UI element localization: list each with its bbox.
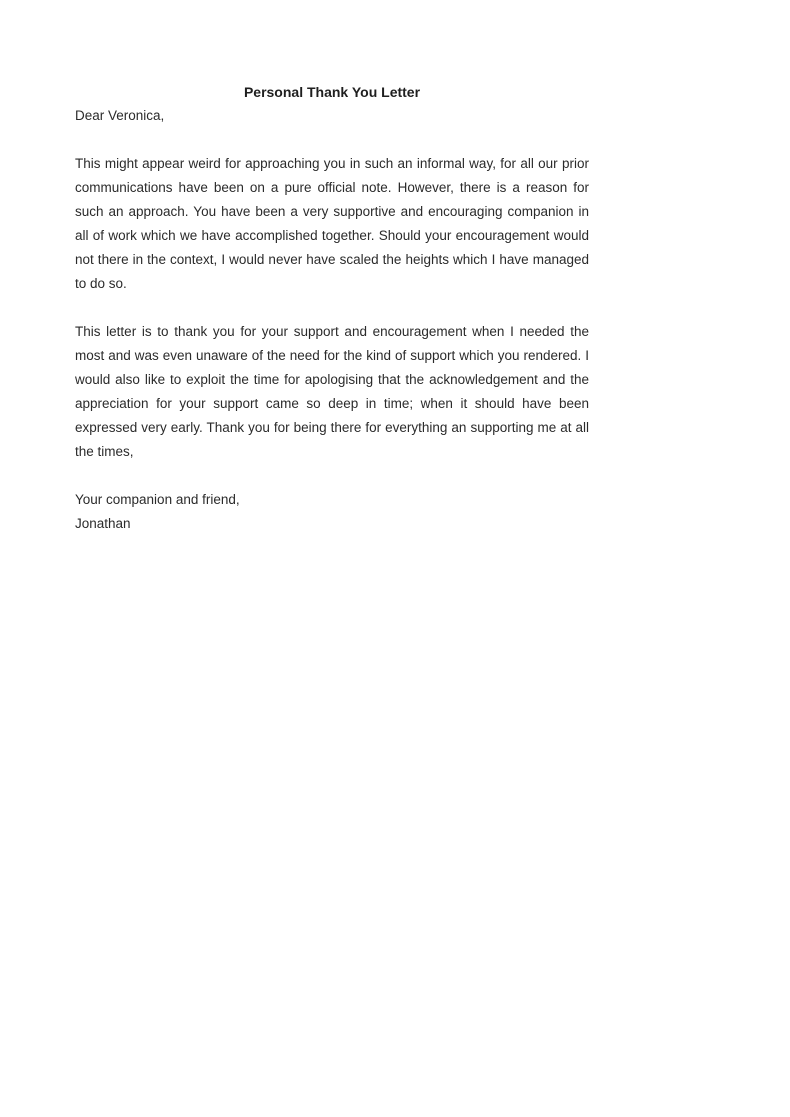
letter-content [75, 80, 589, 536]
document-title: Personal Thank You Letter [243, 84, 421, 100]
closing-line: Your companion and friend, [75, 492, 240, 507]
signature-name: Jonathan [75, 516, 131, 531]
closing-block [75, 488, 589, 536]
salutation: Dear Veronica, [75, 108, 165, 123]
body-paragraph-1: This might appear weird for approaching you in such an informal way, for all our prior communications have been on a pure official note. However, there is a reason for such an approach. You have been a very supportive and encouraging companion in all of work which we have accomplished together. Should your encouragement would not there in the context, I would never have scaled the heights which I have managed to do so. [75, 156, 589, 291]
body-paragraph-2: This letter is to thank you for your support and encouragement when I needed the most and was even unaware of the need for the kind of support which you rendered. I would also like to exploit the time for apologising that the acknowledgement and the appreciation for your support came so deep in time; when it should have been expressed very early. Thank you for being there for everything an supporting me at all the times, [75, 324, 589, 459]
